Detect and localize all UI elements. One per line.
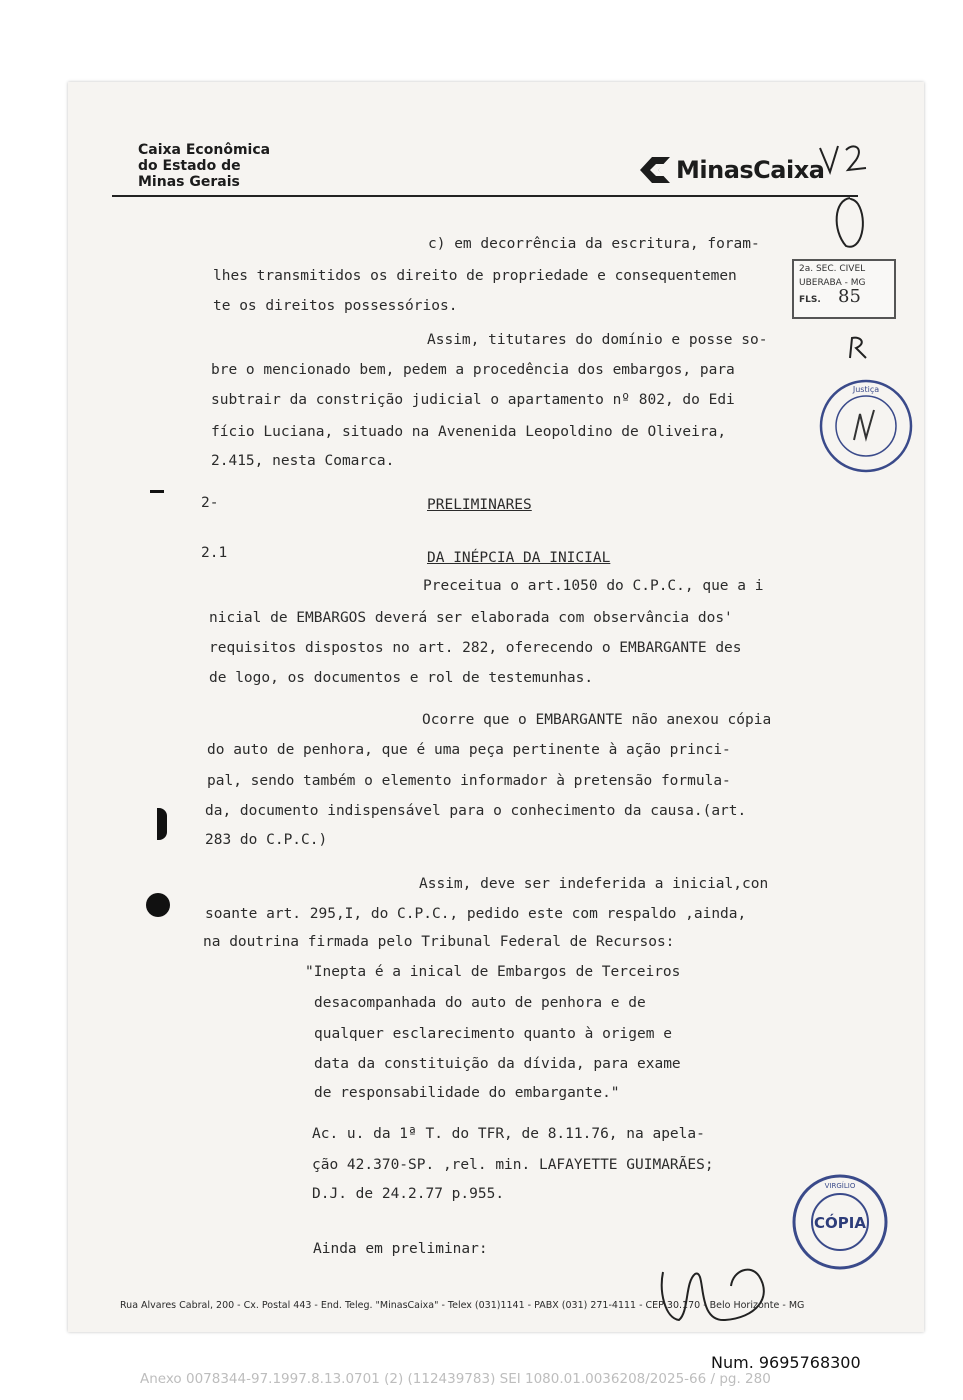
reference-line-1: Ac. u. da 1ª T. do TFR, de 8.11.76, na apela-: [312, 1126, 705, 1142]
p4-line-1: Ocorre que o EMBARGANTE não anexou cópia: [422, 712, 772, 728]
folio-number-stamp: 85: [838, 286, 861, 307]
p1-line-2: lhes transmitidos os direito de propriedade e consequentemen: [213, 268, 737, 284]
p2-line-4: fício Luciana, situado na Avenenida Leopoldino de Oliveira,: [211, 424, 727, 440]
letterhead-footer: Rua Alvares Cabral, 200 - Cx. Postal 443 - End. Teleg. "MinasCaixa" - Telex (031)1141 - PABX (031) 271-4111 - CEP 30.170 - Belo Horizonte - MG: [120, 1300, 805, 1311]
p3-line-2: nicial de EMBARGOS deverá ser elaborada com observância dos': [209, 610, 733, 626]
p5-line-3: na doutrina firmada pelo Tribunal Federal de Recursos:: [203, 934, 675, 950]
svg-text:CÓPIA: CÓPIA: [814, 1214, 866, 1232]
margin-mark: [157, 808, 167, 840]
stamp-line-1: 2a. SEC. CIVEL: [799, 264, 866, 274]
p3-line-3: requisitos dispostos no art. 282, oferecendo o EMBARGANTE des: [209, 640, 742, 656]
punch-hole-mark: [146, 893, 170, 917]
p4-line-5: 283 do C.P.C.): [205, 832, 328, 848]
p4-line-4: da, documento indispensável para o conhecimento da causa.(art.: [205, 803, 747, 819]
court-seal-icon: [818, 378, 914, 474]
margin-mark: [150, 490, 164, 493]
section-2-1-title: DA INÉPCIA DA INICIAL: [427, 550, 611, 566]
organization-name: [138, 142, 270, 190]
logo-text: MinasCaixa: [676, 156, 825, 184]
reference-line-2: ção 42.370-SP. ,rel. min. LAFAYETTE GUIMARÃES;: [312, 1157, 714, 1173]
stamp-line-2: UBERABA - MG: [799, 278, 866, 288]
quote-line-4: data da constituição da dívida, para exame: [314, 1056, 681, 1072]
p2-line-3: subtrair da constrição judicial o apartamento nº 802, do Edi: [211, 392, 735, 408]
org-line-2: do Estado de: [138, 158, 241, 174]
p2-line-1: Assim, titutares do domínio e posse so-: [427, 332, 768, 348]
quote-line-3: qualquer esclarecimento quanto à origem e: [314, 1026, 672, 1042]
handwritten-signature: [655, 1262, 775, 1332]
p5-line-1: Assim, deve ser indeferida a inicial,con: [419, 876, 769, 892]
copy-seal-icon: [790, 1172, 890, 1272]
p2-line-2: bre o mencionado bem, pedem a procedência dos embargos, para: [211, 362, 735, 378]
quote-line-5: de responsabilidade do embargante.": [314, 1085, 620, 1101]
section-2-title: PRELIMINARES: [427, 497, 532, 513]
p3-line-1: Preceitua o art.1050 do C.P.C., que a i: [423, 578, 764, 594]
annex-reference: Anexo 0078344-97.1997.8.13.0701 (2) (112439783) SEI 1080.01.0036208/2025-66 / pg. 280: [140, 1371, 771, 1387]
p1-line-3: te os direitos possessórios.: [213, 298, 458, 314]
minascaixa-logo-icon: [638, 155, 672, 185]
header-divider: [112, 195, 858, 197]
p3-line-4: de logo, os documentos e rol de testemunhas.: [209, 670, 594, 686]
p6-line-1: Ainda em preliminar:: [313, 1241, 488, 1257]
minascaixa-logo: [638, 155, 824, 185]
p2-line-5: 2.415, nesta Comarca.: [211, 453, 395, 469]
handwritten-initial: [844, 334, 874, 362]
p1-line-1: c) em decorrência da escritura, foram-: [428, 236, 760, 252]
stamp-line-3: FLS.: [799, 295, 821, 305]
quote-line-1: "Inepta é a inical de Embargos de Terceiros: [305, 964, 681, 980]
reference-line-3: D.J. de 24.2.77 p.955.: [312, 1186, 505, 1202]
section-2-number: 2-: [201, 495, 219, 511]
handwritten-annotation-top-right: [812, 140, 882, 260]
svg-text:VIRGÍLIO: VIRGÍLIO: [824, 1182, 856, 1190]
p4-line-3: pal, sendo também o elemento informador à pretensão formula-: [207, 773, 731, 789]
quote-line-2: desacompanhada do auto de penhora e de: [314, 995, 646, 1011]
section-2-1-number: 2.1: [201, 545, 228, 561]
p4-line-2: do auto de penhora, que é uma peça pertinente à ação princi-: [207, 742, 731, 758]
svg-text:Justiça: Justiça: [852, 385, 880, 394]
org-line-3: Minas Gerais: [138, 174, 240, 190]
document-number: Num. 9695768300: [711, 1353, 861, 1372]
p5-line-2: soante art. 295,I, do C.P.C., pedido este com respaldo ,ainda,: [205, 906, 747, 922]
org-line-1: Caixa Econômica: [138, 142, 271, 158]
